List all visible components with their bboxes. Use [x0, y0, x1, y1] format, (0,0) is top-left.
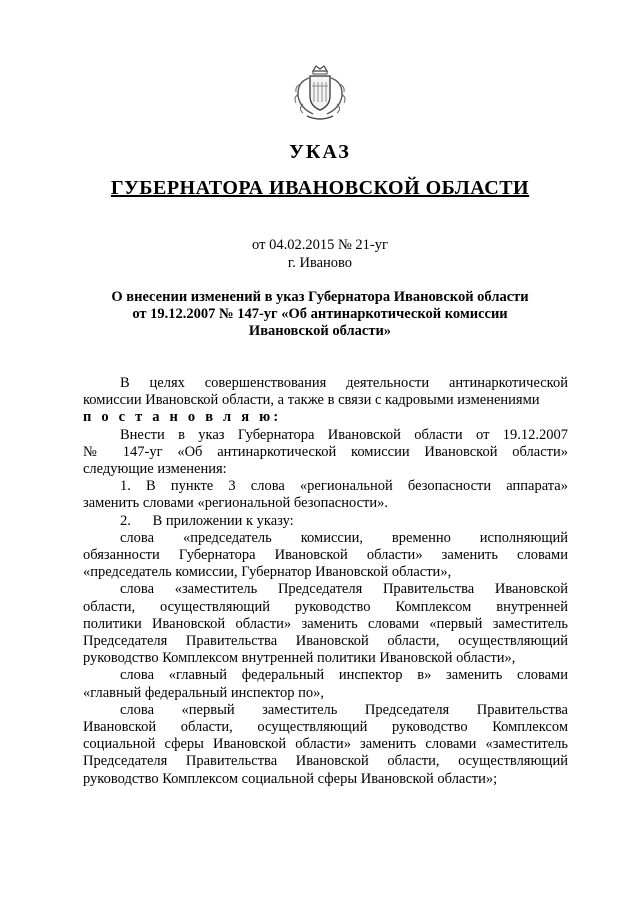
- body-line: слова «председатель комиссии, временно исполняющий: [120, 529, 568, 546]
- body-line: следующие изменения:: [83, 461, 227, 478]
- document-date-number: от 04.02.2015 № 21-уг: [252, 237, 388, 253]
- body-line: руководство Комплексом социальной сферы Ивановской области»;: [83, 770, 498, 787]
- body-line: слова «первый заместитель Председателя Правительства: [120, 701, 568, 718]
- body-line: руководство Комплексом внутренней политики Ивановской области»,: [83, 650, 516, 667]
- body-line: Председателя Правительства Ивановской области, осуществляющий: [83, 753, 568, 770]
- subject-line: от 19.12.2007 № 147-уг «Об антинаркотической комиссии: [132, 306, 508, 322]
- document-issuer: ГУБЕРНАТОРА ИВАНОВСКОЙ ОБЛАСТИ: [110, 177, 530, 199]
- resolution-word: п о с т а н о в л я ю:: [83, 409, 282, 426]
- body-line: 1. В пункте 3 слова «региональной безопасности аппарата»: [120, 478, 568, 495]
- body-line: Ивановской области, осуществляющий руководство Комплексом: [83, 719, 568, 736]
- body-line: 2. В приложении к указу:: [120, 512, 294, 529]
- body-line: Внести в указ Губернатора Ивановской области от 19.12.2007: [120, 426, 568, 443]
- document-city: г. Иваново: [287, 255, 353, 271]
- coat-of-arms-icon: [289, 62, 351, 124]
- body-line: «председатель комиссии, Губернатор Ивановской области»,: [83, 564, 452, 581]
- document-body: [83, 375, 568, 788]
- body-line: обязанности Губернатора Ивановской области» заменить словами: [83, 547, 568, 564]
- body-line: Председателя Правительства Ивановской области, осуществляющий: [83, 633, 568, 650]
- subject-line: Ивановской области»: [248, 323, 392, 339]
- body-line: заменить словами «региональной безопасности».: [83, 495, 389, 512]
- document-subject: [60, 289, 580, 340]
- body-line: социальной сферы Ивановской области» заменить словами «заместитель: [83, 736, 568, 753]
- body-line: слова «главный федеральный инспектор в» заменить словами: [120, 667, 568, 684]
- body-line: В целях совершенствования деятельности антинаркотической: [120, 375, 568, 391]
- body-line: слова «заместитель Председателя Правительства Ивановской: [120, 581, 568, 598]
- subject-line: О внесении изменений в указ Губернатора Ивановской области: [111, 289, 529, 305]
- body-line: № 147-уг «Об антинаркотической комиссии Ивановской области»: [83, 443, 568, 460]
- body-line: комиссии Ивановской области, а также в связи с кадровыми изменениями: [83, 392, 540, 409]
- document-title: УКАЗ: [289, 141, 351, 163]
- body-line: политики Ивановской области» заменить словами «первый заместитель: [83, 615, 568, 632]
- body-line: области, осуществляющий руководство Комплексом внутренней: [83, 598, 568, 615]
- body-line: «главный федеральный инспектор по»,: [83, 684, 325, 701]
